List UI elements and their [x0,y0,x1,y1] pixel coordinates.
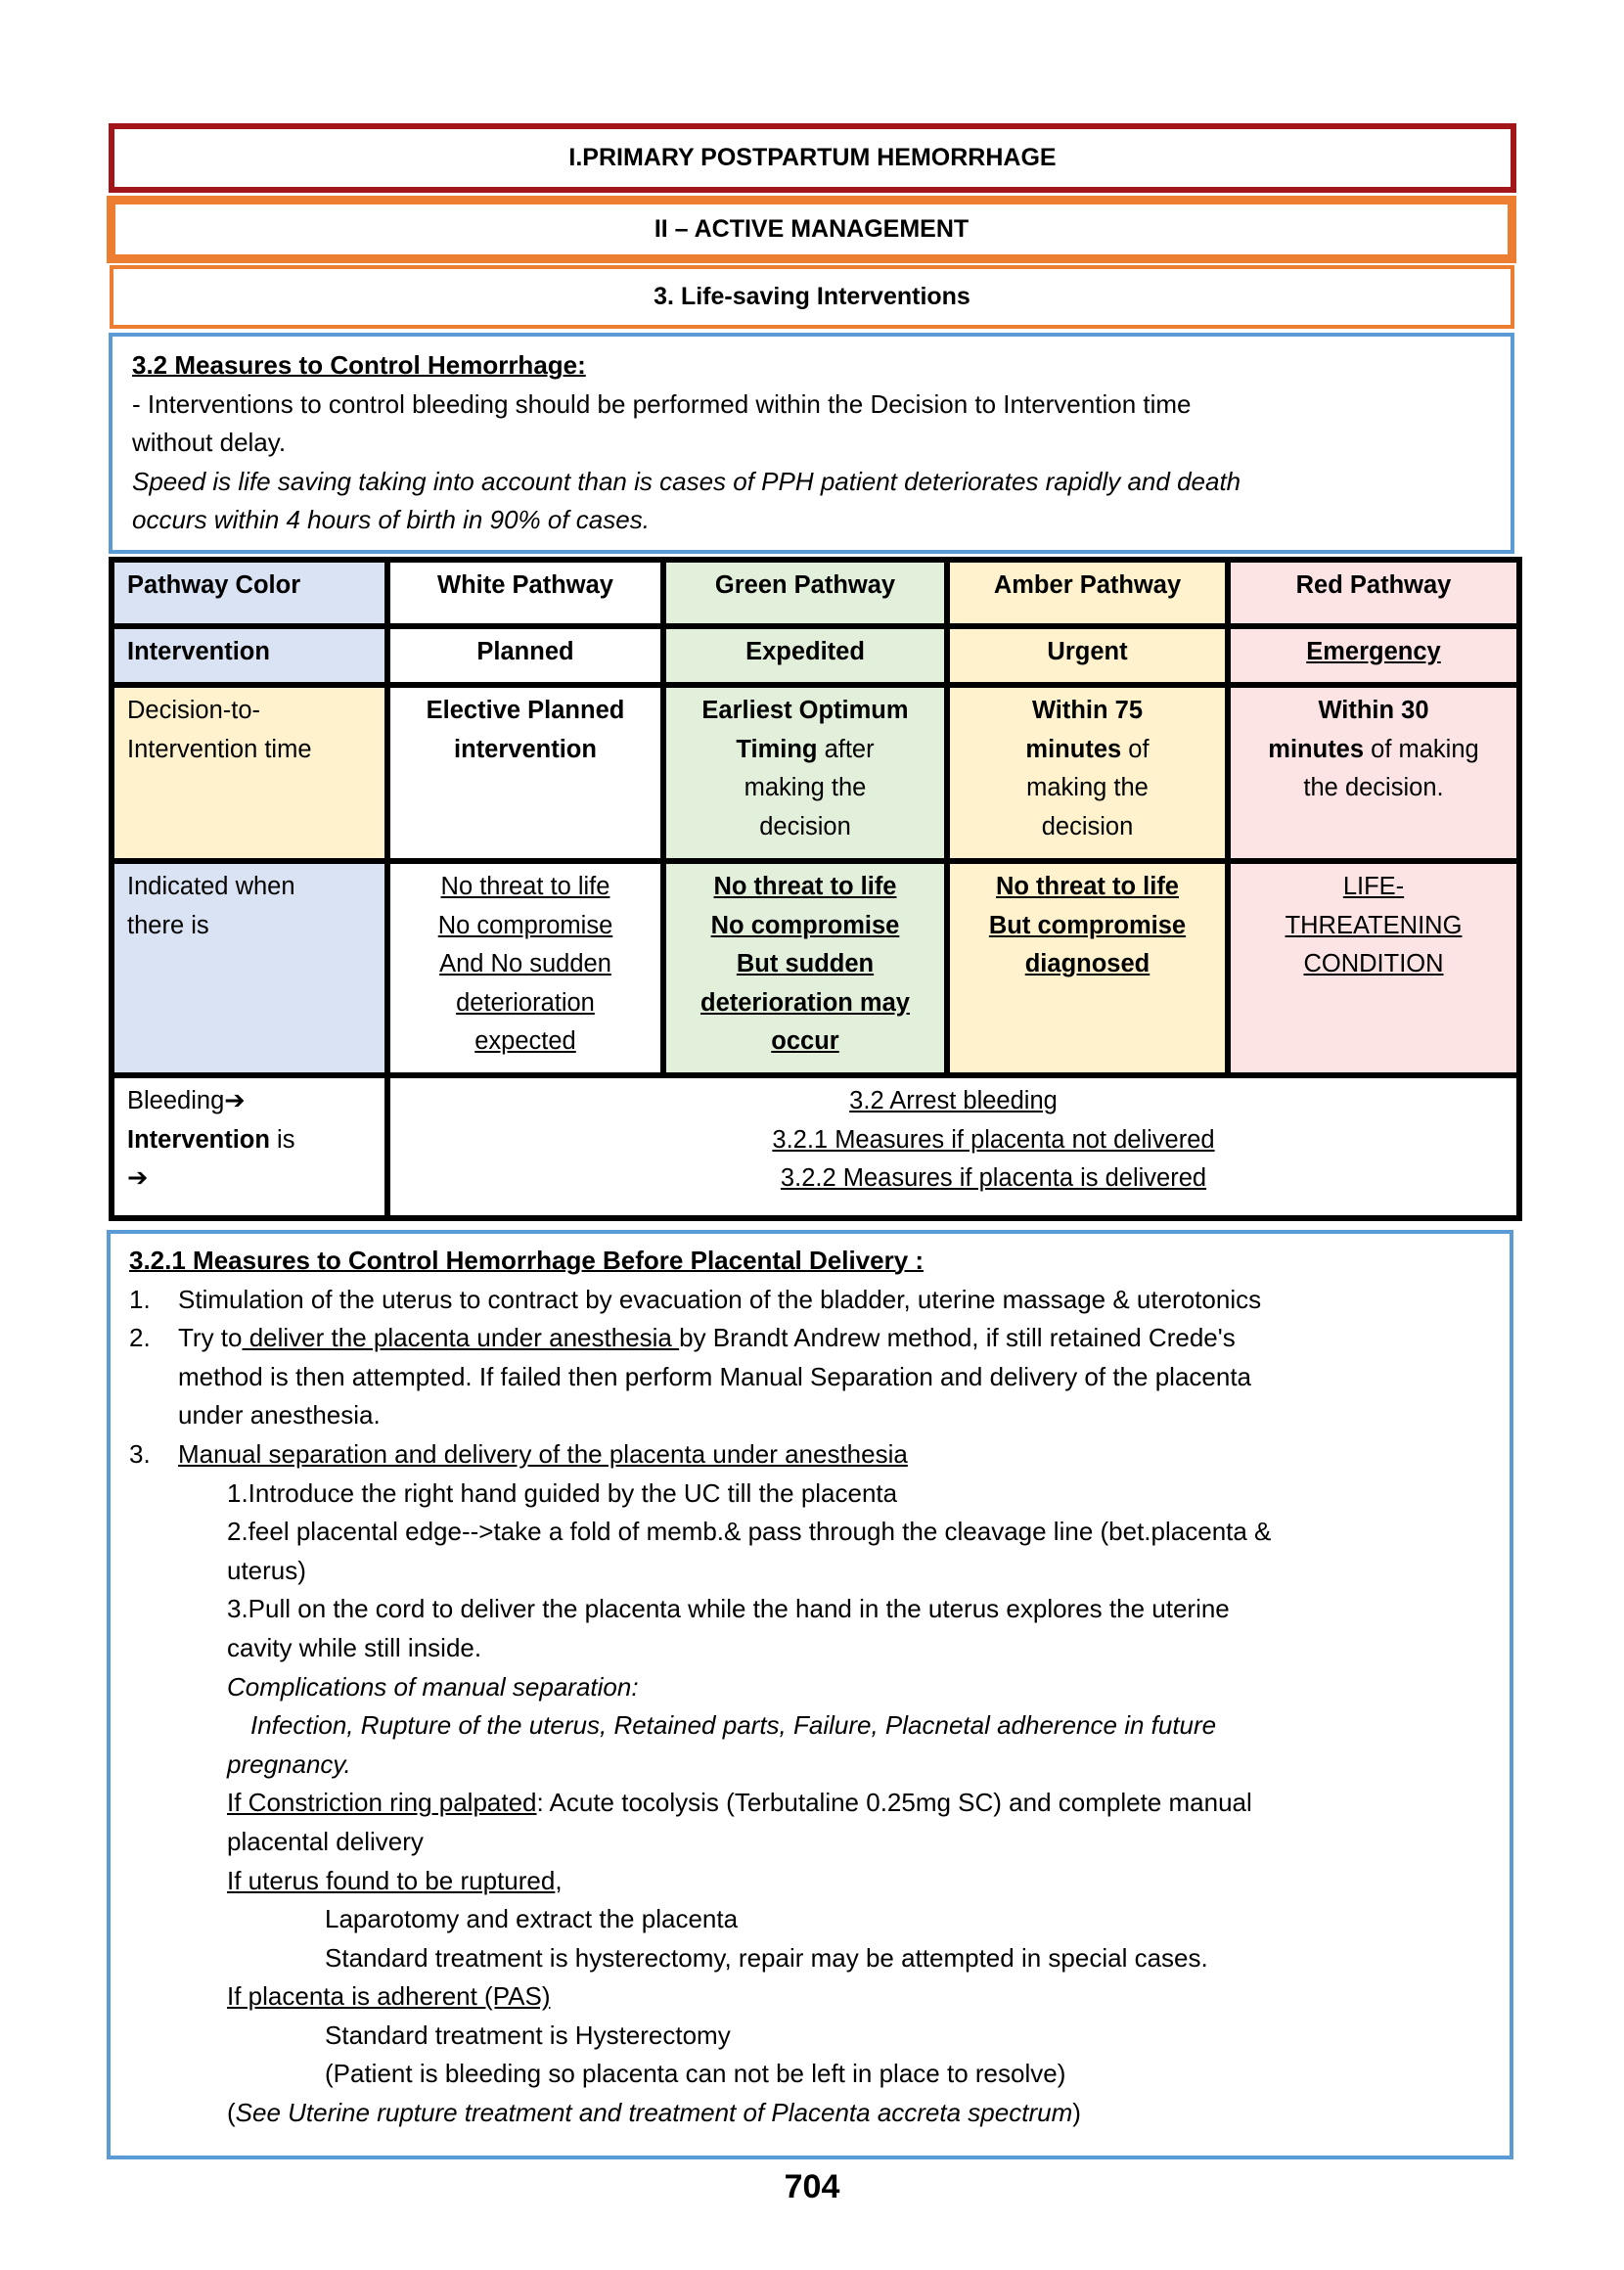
arrow-right-icon: ➔ [224,1087,246,1114]
cell-line: Earliest Optimum [701,697,909,724]
row-label-decision-time [112,685,387,861]
cell-line-rest: after [817,735,875,763]
link-arrest-bleeding[interactable]: 3.2 Arrest bleeding [849,1087,1058,1114]
list-item [129,1319,1492,1435]
intervention-white: Planned [387,626,663,685]
ruptured-line [129,1862,1492,1901]
label-line: Decision-to- [127,697,261,724]
ruptured-item: Laparotomy and extract the placenta [325,1904,739,1934]
indicated-red [1228,861,1519,1075]
ruptured-item: Standard treatment is hysterectomy, repair may be attempted in special cases. [325,1942,1208,1973]
section-321-box [107,1230,1513,2159]
cell-line: But compromise [988,911,1187,939]
cell-line: THREATENING [1285,911,1463,939]
step-line: 1.Introduce the right hand guided by the UC till the placenta [227,1477,898,1508]
intervention-red: Emergency [1228,626,1519,685]
intervention-amber: Urgent [947,626,1228,685]
complications-line: Infection, Rupture of the uterus, Retained parts, Failure, Placnetal adherence in future [250,1710,1217,1741]
intro-heading: 3.2 Measures to Control Hemorrhage: [132,350,586,380]
cell-line: LIFE- [1342,873,1405,900]
list-item-continuation: method is then attempted. If failed then perform Manual Separation and delivery of the placenta [178,1361,1252,1391]
constriction-ring-line [129,1784,1492,1823]
list-item [129,1435,1492,1475]
see-also-line [129,2094,1492,2133]
paren-open: ( [227,2098,236,2128]
section-title-box [109,123,1516,193]
bleeding-label: Bleeding [127,1087,225,1114]
table-row-decision-time [112,685,1519,861]
list-number: 1. [129,1284,151,1314]
cell-line: occur [771,1027,839,1055]
intro-line-1: - Interventions to control bleeding should be performed within the Decision to Intervention time [132,388,1192,419]
cell-line-bold: minutes [1025,735,1122,763]
cell-line-rest: of making [1364,735,1479,763]
decision-time-white [387,685,663,861]
pathway-table [109,557,1516,1221]
table-row-indicated [112,861,1519,1075]
label-line: Indicated when [127,873,295,900]
cell-line: CONDITION [1303,950,1444,977]
label-line: Intervention time [127,735,312,763]
cell-line-bold: Timing [736,735,818,763]
deliver-placenta-link[interactable]: deliver the placenta under anesthesia [242,1323,680,1353]
list-number: 3. [129,1438,151,1469]
step-line: 3.Pull on the cord to deliver the placenta while the hand in the uterus explores the uterine [227,1594,1230,1624]
complications-title: Complications of manual separation: [227,1671,639,1702]
table-row-bleeding [112,1075,1519,1218]
ruptured-comma: , [555,1865,563,1895]
adherent-line [129,1977,1492,2017]
decision-time-amber [947,685,1228,861]
header-green-pathway: Green Pathway [663,560,947,626]
list-item-text-post: by Brandt Andrew method, if still retained Crede's [679,1323,1236,1353]
intro-line-2: without delay. [132,428,287,457]
cell-line: No threat to life [995,873,1179,900]
cell-line: diagnosed [1024,950,1150,977]
arrow-right-icon: ➔ [127,1164,149,1192]
constriction-ring-text: : Acute tocolysis (Terbutaline 0.25mg SC) and complete manual [536,1788,1252,1818]
row-label-bleeding [112,1075,387,1218]
step-line: 2.feel placental edge-->take a fold of memb.& pass through the cleavage line (bet.placenta & [227,1517,1272,1547]
adherent-label: If placenta is adherent (PAS) [227,1981,551,2012]
cell-line: No threat to life [440,873,610,900]
cell-line: deterioration [456,988,595,1017]
subsection-title-box [107,196,1516,263]
header-white-pathway: White Pathway [387,560,663,626]
ruptured-label: If uterus found to be ruptured [227,1865,556,1895]
table-row-intervention [112,626,1519,685]
cell-line: But sudden [736,950,875,977]
adherent-item: (Patient is bleeding so placenta can not be left in place to resolve) [325,2059,1066,2089]
step-line: cavity while still inside. [227,1632,482,1662]
intro-italic-1: Speed is life saving taking into account than is cases of PPH patient deteriorates rapidly and death [132,466,1241,496]
topic-title: 3. Life-saving Interventions [654,283,970,310]
list-item-continuation: under anesthesia. [178,1400,381,1430]
indicated-green [663,861,947,1075]
step-line: uterus) [227,1555,306,1585]
cell-line: expected [474,1027,576,1055]
constriction-ring-continuation: placental delivery [227,1826,424,1856]
decision-time-green [663,685,947,861]
label-line: there is [127,911,209,939]
cell-line: Within 30 [1318,697,1429,724]
cell-line-rest: of [1121,735,1150,763]
cell-line: intervention [454,735,597,763]
topic-title-box [110,265,1514,329]
intervention-label-bold: Intervention [127,1125,270,1154]
decision-time-red [1228,685,1519,861]
header-red-pathway: Red Pathway [1228,560,1519,626]
cell-line: Elective Planned [426,697,625,724]
section-title: I.PRIMARY POSTPARTUM HEMORRHAGE [568,144,1057,171]
cell-line: No threat to life [713,873,897,900]
indicated-amber [947,861,1228,1075]
constriction-ring-label: If Constriction ring palpated [227,1788,537,1818]
cell-line: the decision. [1303,774,1444,801]
list-item-text: Stimulation of the uterus to contract by evacuation of the bladder, uterine massage & uterotonics [178,1284,1262,1314]
subsection-title: II – ACTIVE MANAGEMENT [654,215,970,243]
intro-box [109,333,1514,554]
list-number: 2. [129,1323,151,1353]
manual-separation-link[interactable]: Manual separation and delivery of the placenta under anesthesia [178,1438,908,1469]
intervention-label-rest: is [269,1125,295,1154]
cell-line: decision [759,812,851,840]
intro-italic-2: occurs within 4 hours of birth in 90% of cases. [132,505,650,534]
intervention-green: Expedited [663,626,947,685]
link-placenta-not-delivered[interactable]: 3.2.1 Measures if placenta not delivered [772,1125,1215,1154]
page-number: 704 [784,2168,840,2205]
cell-line: making the [744,774,867,801]
link-placenta-delivered[interactable]: 3.2.2 Measures if placenta is delivered [780,1164,1207,1192]
list-item [129,1281,1492,1320]
cell-line: And No sudden [439,950,611,977]
list-item-text-pre: Try to [178,1323,243,1353]
row-label-indicated [112,861,387,1075]
see-also-text: See Uterine rupture treatment and treatment of Placenta accreta spectrum [235,2098,1073,2128]
cell-line: No compromise [710,911,900,939]
table-row-pathway-color [112,560,1519,626]
indicated-white [387,861,663,1075]
bleeding-links-cell [387,1075,1519,1218]
adherent-item: Standard treatment is Hysterectomy [325,2020,731,2050]
section-321-heading: 3.2.1 Measures to Control Hemorrhage Before Placental Delivery : [129,1246,925,1275]
header-amber-pathway: Amber Pathway [947,560,1228,626]
row-label-intervention: Intervention [112,626,387,685]
row-label-pathway-color: Pathway Color [112,560,387,626]
cell-line: deterioration may [700,988,910,1017]
cell-line: No compromise [437,911,613,939]
cell-line-bold: minutes [1268,735,1365,763]
paren-close: ) [1072,2098,1081,2128]
complications-line: pregnancy. [227,1748,351,1779]
cell-line: decision [1041,812,1134,840]
cell-line: making the [1026,774,1149,801]
cell-line: Within 75 [1031,697,1144,724]
